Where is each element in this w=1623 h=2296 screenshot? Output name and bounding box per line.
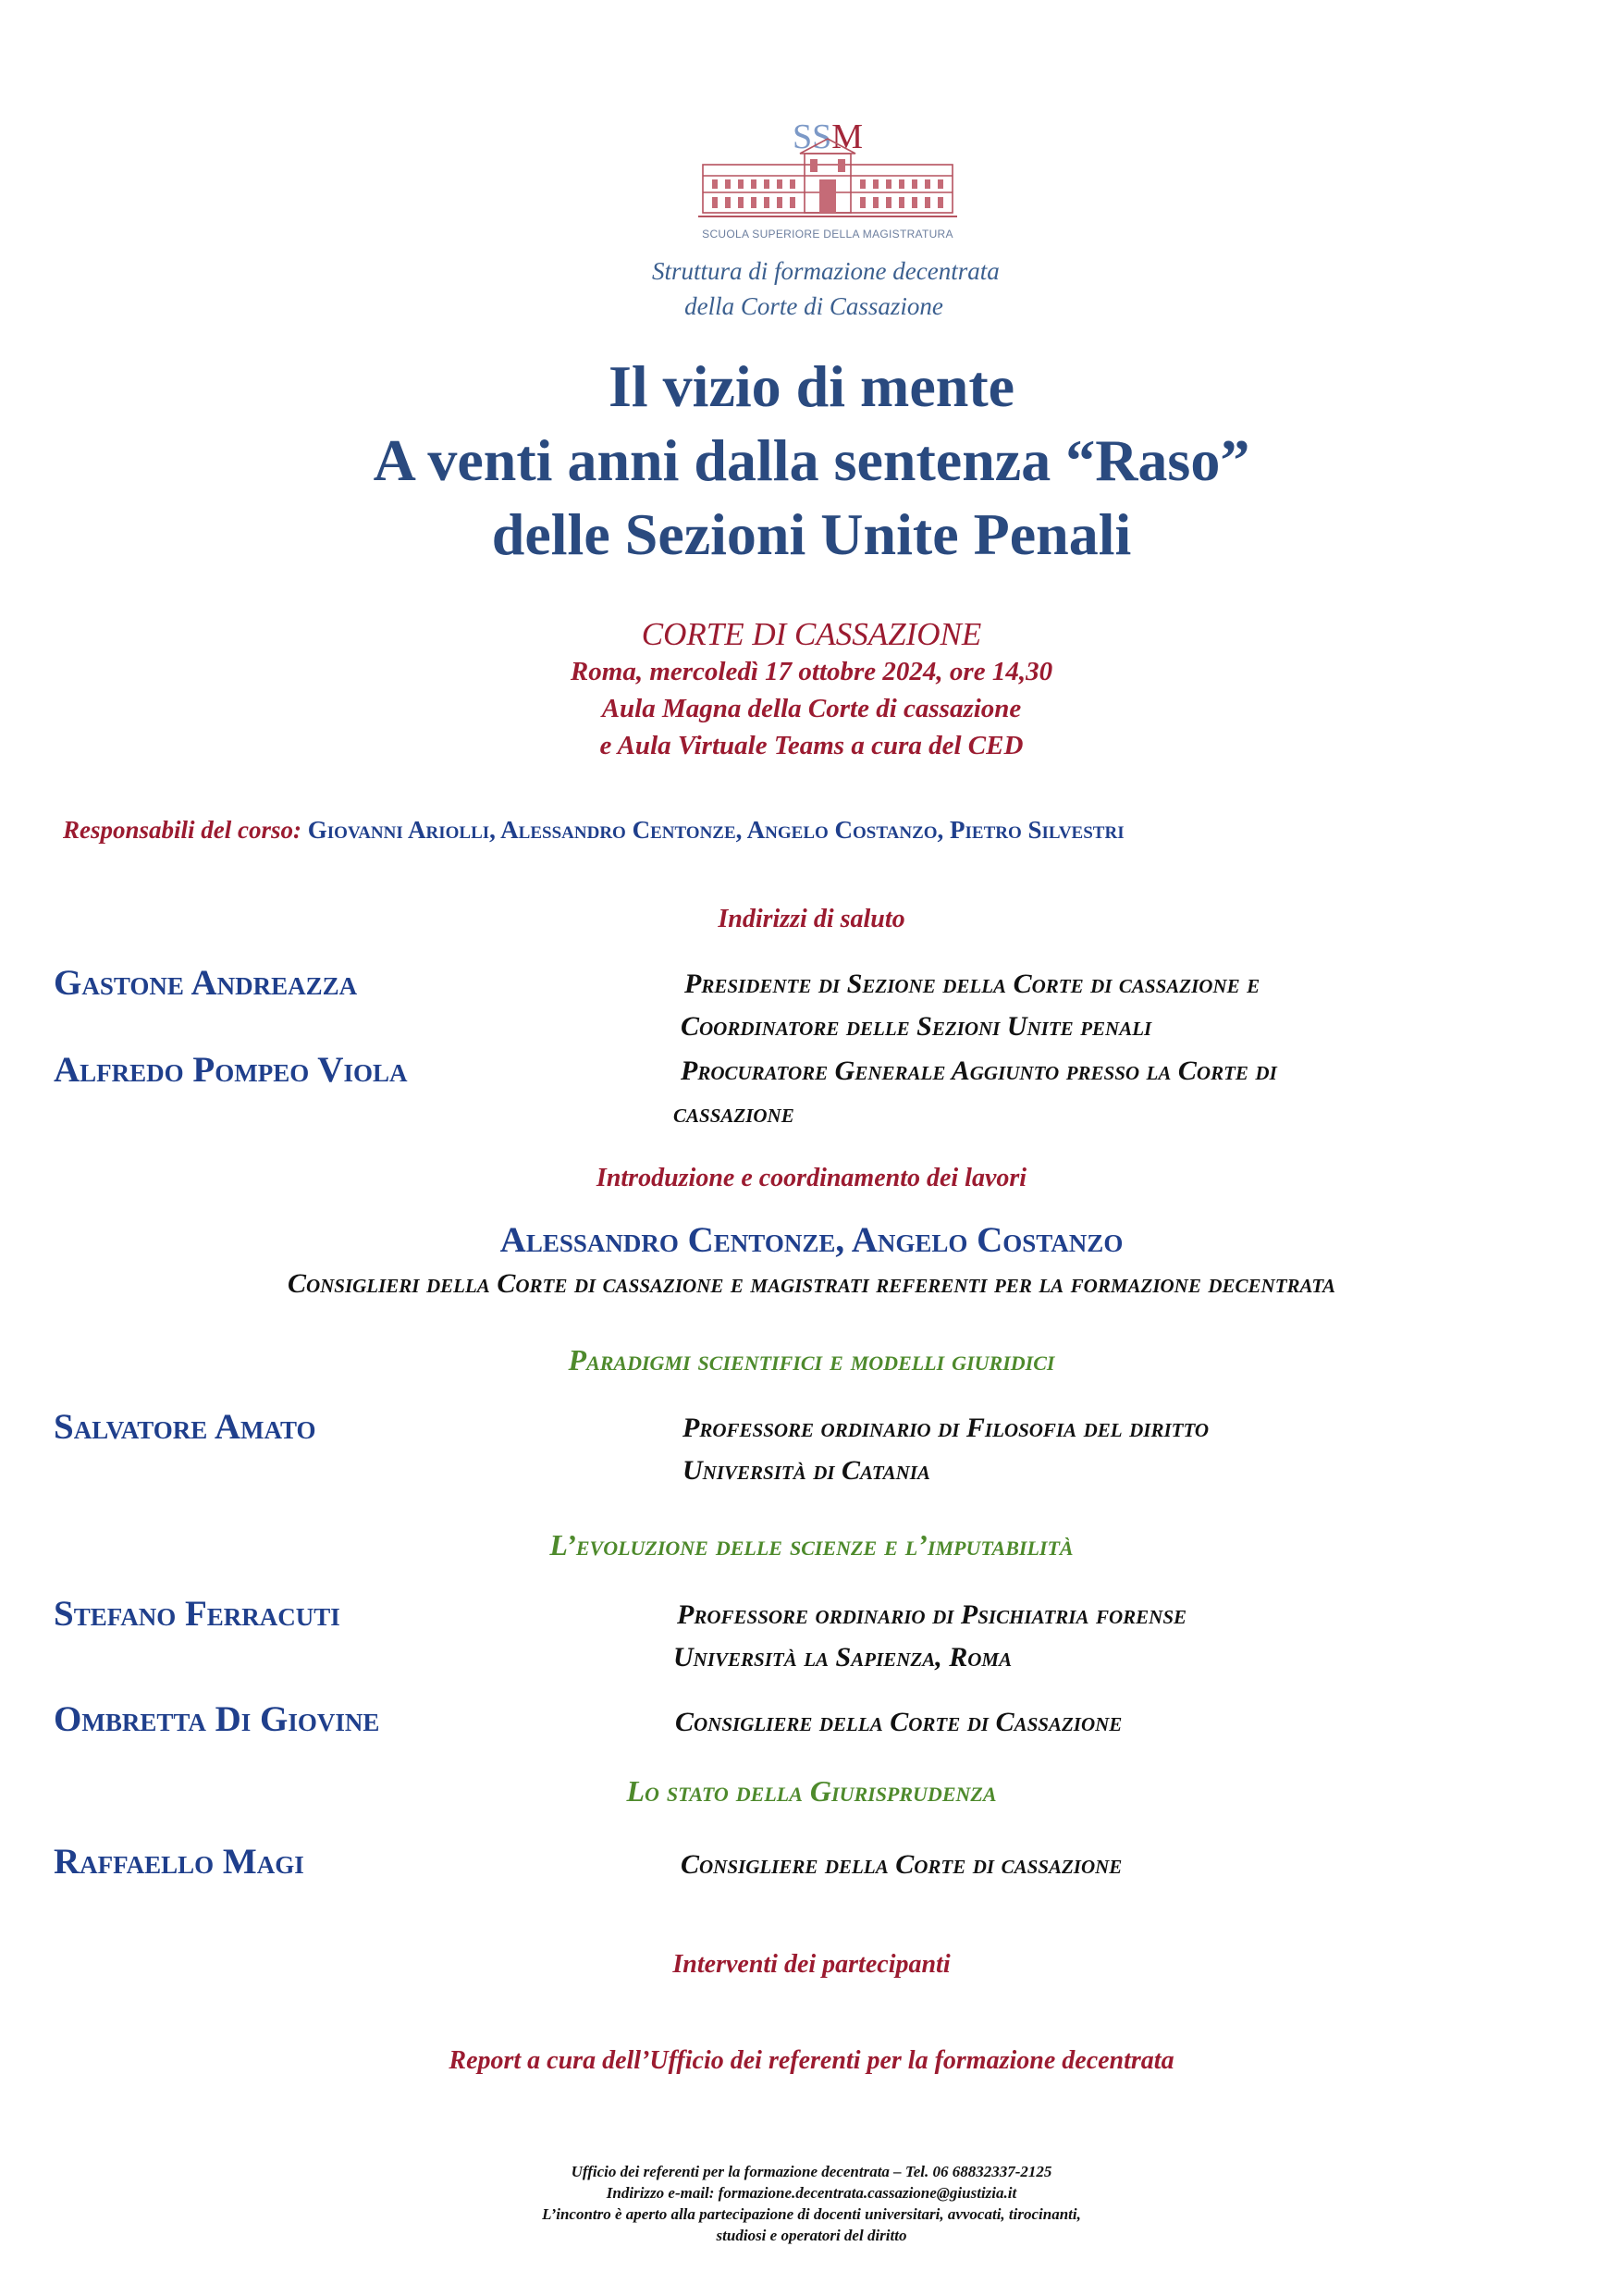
course-managers <box>63 814 1125 846</box>
speaker-role-ferracuti-1: Professore ordinario di Psichiatria forense <box>677 1599 1187 1630</box>
footer-phone: Ufficio dei referenti per la formazione decentrata – Tel. 06 68832337-2125 <box>571 2163 1052 2180</box>
subtitle-line-2: della Corte di Cassazione <box>684 292 943 320</box>
speaker-name-amato: Salvatore Amato <box>54 1407 316 1447</box>
section-evoluzione: L’evoluzione delle scienze e l’imputabilità <box>549 1528 1074 1562</box>
section-giurisprudenza: Lo stato della Giurisprudenza <box>626 1774 997 1808</box>
venue-date: Roma, mercoledì 17 ottobre 2024, ore 14,30 <box>570 657 1053 686</box>
speaker-role-magi: Consigliere della Corte di cassazione <box>681 1849 1123 1880</box>
venue-place: Aula Magna della Corte di cassazione <box>601 694 1022 723</box>
venue-heading: CORTE DI CASSAZIONE <box>641 616 982 652</box>
section-report: Report a cura dell’Ufficio dei referenti per la formazione decentrata <box>449 2046 1174 2075</box>
speaker-name-coordinatori: Alessandro Centonze, Angelo Costanzo <box>499 1220 1124 1260</box>
section-saluto: Indirizzi di saluto <box>718 905 905 933</box>
section-interventi: Interventi dei partecipanti <box>672 1950 951 1979</box>
footer-audience-2: studiosi e operatori del diritto <box>716 2227 907 2244</box>
section-paradigmi: Paradigmi scientifici e modelli giuridici <box>568 1343 1055 1376</box>
speaker-role-amato-1: Professore ordinario di Filosofia del diritto <box>682 1413 1210 1443</box>
venue-block <box>0 616 1623 764</box>
speaker-role-ferracuti-2: Università la Sapienza, Roma <box>673 1642 1013 1673</box>
ssm-logo-text: SSM <box>792 117 864 156</box>
section-introduzione: Introduzione e coordinamento dei lavori <box>596 1164 1027 1192</box>
managers-label: Responsabili del corso: <box>63 816 302 844</box>
title-line-3: delle Sezioni Unite Penali <box>491 501 1132 567</box>
speaker-name-magi: Raffaello Magi <box>54 1842 304 1882</box>
footer-audience: L’incontro è aperto alla partecipazione di docenti universitari, avvocati, tirocinanti, <box>542 2205 1081 2223</box>
school-name: SCUOLA SUPERIORE DELLA MAGISTRATURA <box>702 228 953 241</box>
speaker-role-amato-2: Università di Catania <box>682 1455 930 1486</box>
speaker-name-di-giovine: Ombretta Di Giovine <box>54 1699 380 1739</box>
footer <box>0 2161 1623 2246</box>
speaker-role-viola-2: cassazione <box>673 1098 794 1129</box>
speaker-role-di-giovine: Consigliere della Corte di Cassazione <box>675 1707 1123 1737</box>
speaker-role-andreazza-1: Presidente di Sezione della Corte di cassazione e <box>684 969 1260 999</box>
ssm-logo <box>684 111 971 250</box>
speaker-name-ferracuti: Stefano Ferracuti <box>54 1594 340 1634</box>
footer-email: Indirizzo e-mail: formazione.decentrata.cassazione@giustizia.it <box>606 2184 1017 2202</box>
subtitle-line-1: Struttura di formazione decentrata <box>652 257 1000 285</box>
venue-online: e Aula Virtuale Teams a cura del CED <box>599 731 1024 760</box>
speaker-name-andreazza: Gastone Andreazza <box>54 963 358 1003</box>
managers-names: Giovanni Ariolli, Alessandro Centonze, Angelo Costanzo, Pietro Silvestri <box>307 816 1125 844</box>
speaker-name-viola: Alfredo Pompeo Viola <box>54 1050 408 1090</box>
title-line-1: Il vizio di mente <box>608 353 1015 419</box>
speaker-role-andreazza-2: Coordinatore delle Sezioni Unite penali <box>681 1011 1152 1042</box>
event-title <box>0 350 1623 572</box>
title-line-2: A venti anni dalla sentenza “Raso” <box>373 427 1250 493</box>
speaker-role-viola-1: Procuratore Generale Aggiunto presso la Corte di <box>681 1055 1277 1086</box>
structure-subtitle <box>652 253 1000 324</box>
speaker-role-coordinatori: Consiglieri della Corte di cassazione e magistrati referenti per la formazione decentrata <box>287 1268 1336 1299</box>
